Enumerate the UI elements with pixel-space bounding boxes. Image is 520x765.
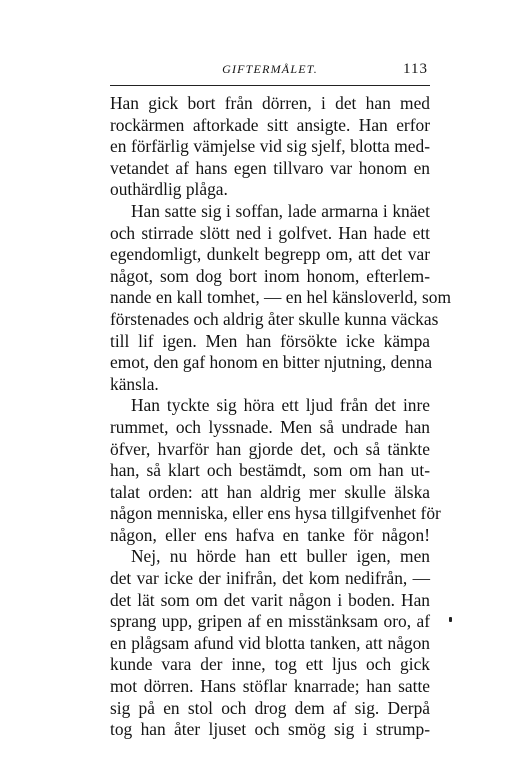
text-line: Nej, nu hörde han ett buller igen, men (131, 546, 430, 567)
body-text (110, 93, 451, 741)
text-line: rummet, och lyssnade. Men så undrade han (110, 416, 430, 437)
page-header (110, 62, 430, 84)
text-line: vetandet af hans egen tillvaro var honom en (110, 157, 430, 178)
text-line: en plågsam afund vid blotta tanken, att någon (110, 632, 430, 653)
text-line: någon menniska, eller ens hysa tillgifvenhet för (110, 503, 441, 524)
margin-mark (449, 617, 452, 622)
text-line: han, så klart och bestämdt, som om han ut- (110, 460, 430, 481)
text-line: Han gick bort från dörren, i det han med (110, 93, 430, 113)
text-line: sig på en stol och drog dem af sig. Derpå (110, 697, 430, 718)
text-line: till lif igen. Men han försökte icke kämpa (110, 330, 430, 351)
text-line: förstenades och aldrig åter skulle kunna väckas (110, 308, 439, 329)
running-title: GIFTERMÅLET. (222, 62, 318, 76)
page-number: 113 (403, 61, 428, 77)
text-line: någon, eller ens hafva en tanke för någon! (110, 524, 430, 545)
text-line: egendomligt, dunkelt begrepp om, att det var (110, 244, 430, 265)
text-line: mot dörren. Hans stöflar knarrade; han satte (110, 676, 430, 697)
text-line: öfver, hvarför han gjorde det, och så tänkte (110, 438, 430, 459)
text-line: en förfärlig vämjelse vid sig sjelf, blotta med- (110, 136, 430, 157)
text-line: nande en kall tomhet, — en hel känsloverld, som (110, 287, 451, 308)
text-line: outhärdlig plåga. (110, 179, 228, 200)
text-line: det var icke der inifrån, det kom nedifrån, — (110, 568, 430, 589)
text-line: rockärmen aftorkade sitt ansigte. Han erfor (110, 114, 430, 135)
text-line: tog han åter ljuset och smög sig i strump- (110, 719, 430, 740)
header-rule (110, 85, 430, 86)
text-line: emot, den gaf honom en bitter njutning, denna (110, 352, 433, 373)
text-line: kunde vara der inne, tog ett ljus och gick (110, 654, 430, 675)
text-line: det lät som om det varit någon i boden. Han (110, 589, 430, 610)
text-line: något, som dog bort inom honom, efterlem- (110, 265, 430, 286)
text-line: Han tyckte sig höra ett ljud från det inre (131, 395, 430, 416)
text-line: och stirrade slött ned i golfvet. Han hade ett (110, 222, 430, 243)
text-line: talat orden: att han aldrig mer skulle älska (110, 481, 430, 502)
text-line: känsla. (110, 373, 159, 394)
text-line: Han satte sig i soffan, lade armarna i knäet (131, 200, 430, 221)
text-line: sprang upp, gripen af en misstänksam oro, af (110, 611, 430, 632)
